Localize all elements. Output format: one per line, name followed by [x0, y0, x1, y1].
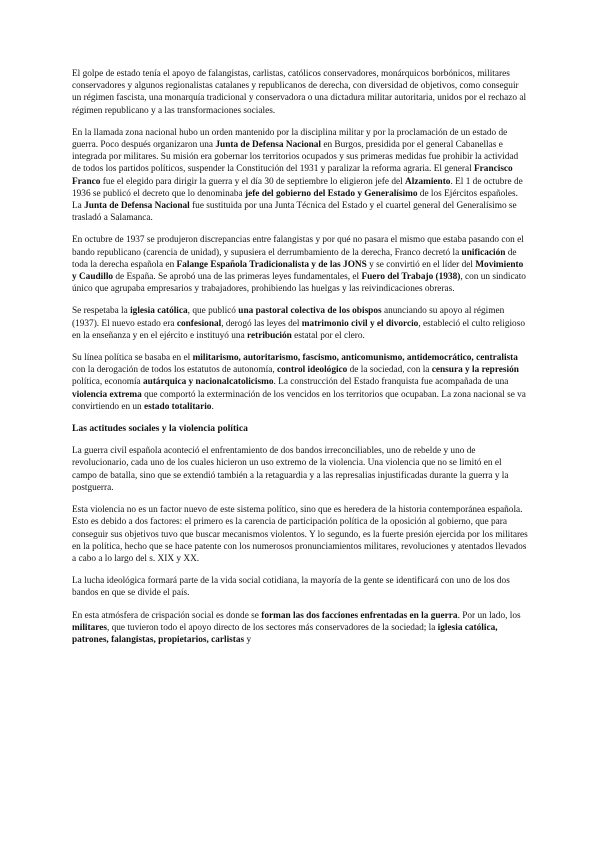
paragraph-crispacion: En esta atmósfera de crispación social es donde se forman las dos facciones enfrentadas en la guerra. Por un lado, los militares, que tuvieron todo el apoyo directo de los sectores más conservadores de la sociedad; la iglesia católica, patrones, falangistas, propietarios, carlistas y — [72, 610, 521, 645]
paragraph-golpe: El golpe de estado tenía el apoyo de falangistas, carlistas, católicos conservadores, monárquicos borbónicos, militares conservadores y algunos regionalistas catalanes y republicanos de derecha, con diversidad de objetivos, como conseguir un régimen fascista, una monarquía tradicional y conservadora o una dictadura militar autoritaria, unidos por el rechazo al régimen republicano y a las transformaciones sociales. — [72, 69, 527, 116]
paragraph-linea-politica: Su línea política se basaba en el militarismo, autoritarismo, fascismo, anticomunismo, antidemocrático, centralista con la derogación de todos los estatutos de autonomía, control ideológico de la sociedad, con la censura y la represión política, economía autárquica y nacionalcatolicismo. La construcción del Estado franquista fue acompañada de una violencia extrema que comportó la exterminación de los vencidos en los territorios que ocupaban. La zona nacional se va convirtiendo en un estado totalitario. — [72, 353, 526, 412]
paragraph-zona-nacional: En la llamada zona nacional hubo un orden mantenido por la disciplina militar y por la proclamación de un estado de guerra. Poco después organizaron una Junta de Defensa Nacional en Burgos, presidida por el general Cabanellas e integrada por militares. Su misión era gobernar los territorios ocupados y sus primeras medidas fue prohibir la actividad de todos los partidos políticos, suspender la Constitución del 1931 y paralizar la reforma agraria. El general Francisco Franco fue el elegido para dirigir la guerra y el día 30 de septiembre lo eligieron jefe del Alzamiento. El 1 de octubre de 1936 se publicó el decreto que lo denominaba jefe del gobierno del Estado y Generalísimo de los Ejércitos españoles. La Junta de Defensa Nacional fue sustituida por una Junta Técnica del Estado y el cuartel general del Generalísimo se trasladó a Salamanca. — [72, 127, 523, 224]
paragraph-unificacion: En octubre de 1937 se produjeron discrepancias entre falangistas y por qué no pasara el mismo que estaba pasando con el bando republicano (carencia de unidad), y supusiera el derrumbamiento de la derecha, Franco decretó la unificación de toda la derecha española en Falange Española Tradicionalista y de las JONS y se convirtió en el líder del Movimiento y Caudillo de España. Se aprobó una de las primeras leyes fundamentales, el Fuero del Trabajo (1938), con un sindicato único que agrupaba empresarios y trabajadores, prohibiendo las huelgas y las reivindicaciones obreras. — [72, 235, 526, 295]
paragraph-violencia: Esta violencia no es un factor nuevo de este sistema político, sino que es heredera de la historia contemporánea española. Esto es debido a dos factores: el primero es la carencia de participación política de la oposición al gobierno, que para conseguir sus objetivos tuvo que buscar mecanismos violentos. Y lo segundo, es la fuerte presión ejercida por los militares en la política, hecho que se hace patente con los numerosos pronunciamientos militares, revoluciones y atentados llevados a cabo a lo largo del s. XIX y XX. — [72, 505, 528, 564]
paragraph-iglesia: Se respetaba la iglesia católica, que publicó una pastoral colectiva de los obispos anunciando su apoyo al régimen (1937). El nuevo estado era confesional, derogó las leyes del matrimonio civil y el divorcio, estableció el culto religioso en la enseñanza y en el ejército e instituyó una retribución estatal por el clero. — [72, 306, 525, 341]
section-heading: Las actitudes sociales y la violencia política — [72, 423, 248, 435]
paragraph-guerra-civil: La guerra civil española aconteció el enfrentamiento de dos bandos irreconciliables, uno de rebelde y uno de revolucionario, cada uno de los cuales hicieron un uso extremo de la violencia. Una violencia que no se limitó en el campo de batalla, sino que se extendió también a la retaguardia y a las represalias injustificadas durante la guerra y la postguerra. — [72, 446, 509, 493]
paragraph-lucha-ideologica: La lucha ideológica formará parte de la vida social cotidiana, la mayoría de la gente se identificará con uno de los dos bandos en que se divide el país. — [72, 576, 510, 599]
